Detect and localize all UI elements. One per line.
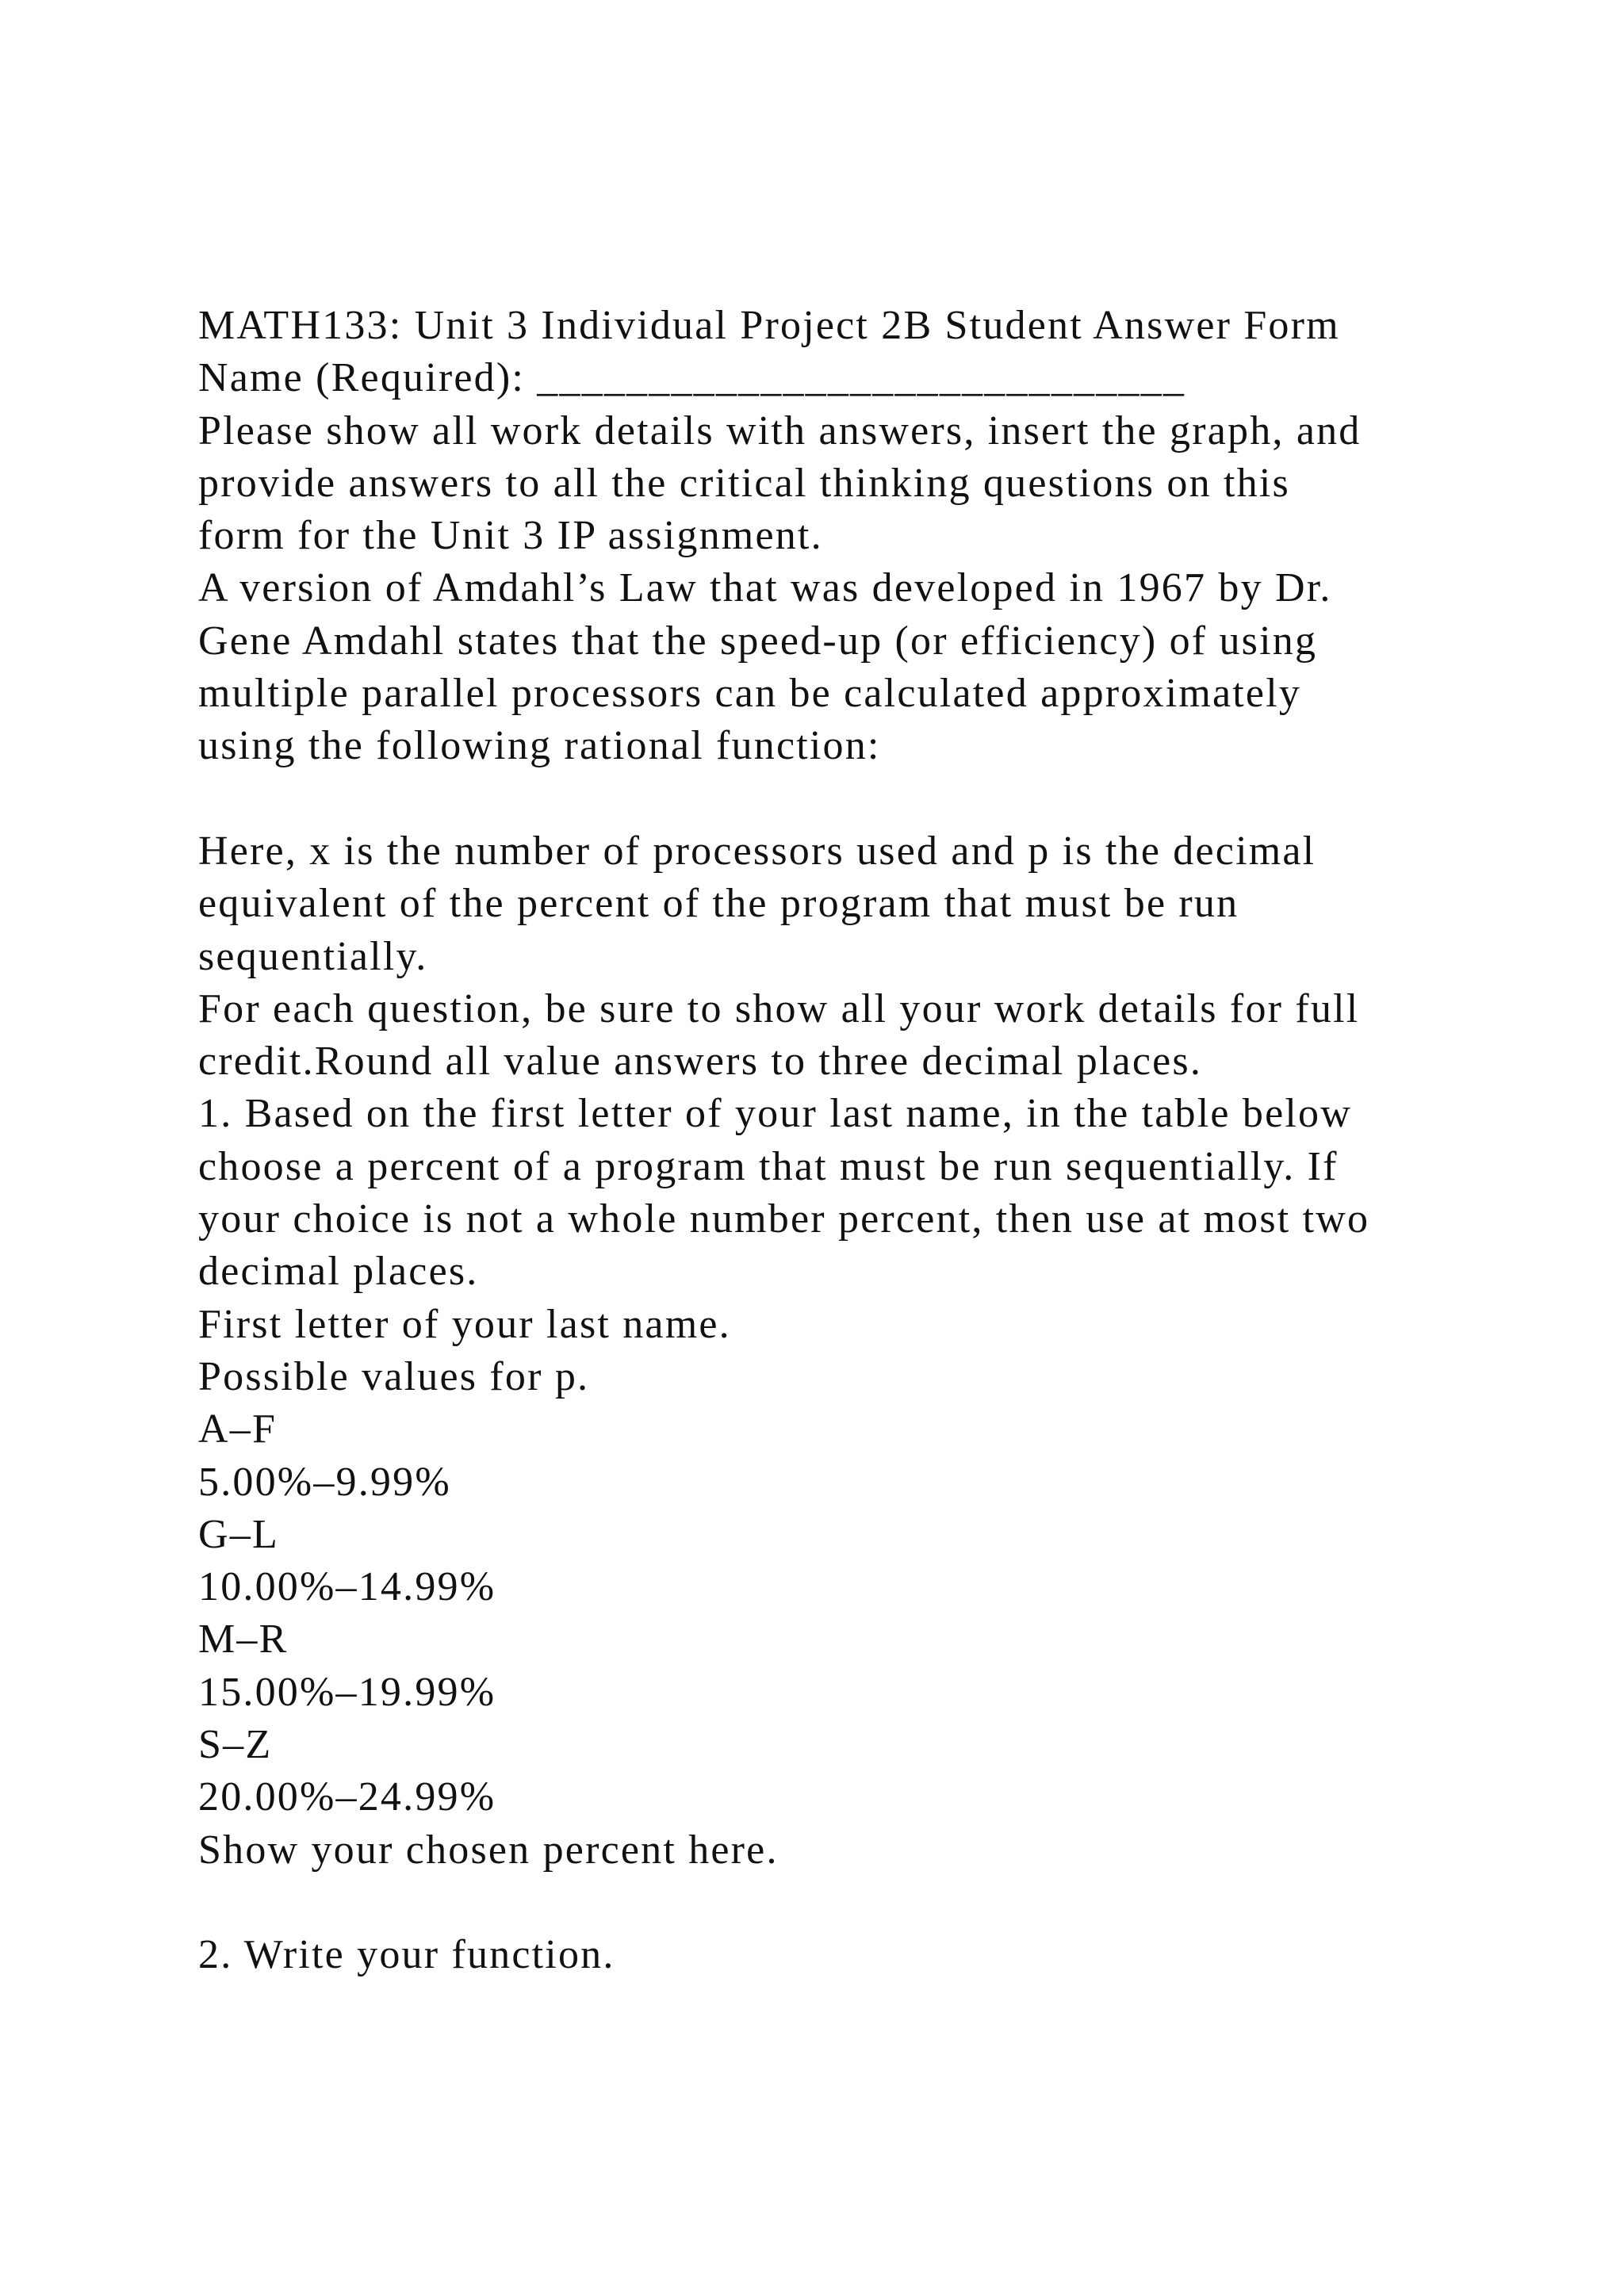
variables-line-2: equivalent of the percent of the program that must be run	[198, 881, 1239, 927]
table-row-1-letters: A–F	[198, 1406, 278, 1452]
document-title: MATH133: Unit 3 Individual Project 2B Student Answer Form	[198, 303, 1340, 348]
chosen-percent-answer-space	[198, 1877, 1507, 1929]
table-header-values: Possible values for p.	[198, 1353, 590, 1399]
table-row-3-letters: M–R	[198, 1617, 289, 1663]
formula-placeholder	[198, 773, 1507, 825]
table-row-4-range: 20.00%–24.99%	[198, 1774, 496, 1820]
instructions-line-1: Please show all work details with answers, insert the graph, and	[198, 408, 1362, 453]
table-row-1-range: 5.00%–9.99%	[198, 1459, 451, 1505]
question-1-line-2: choose a percent of a program that must be run sequentially. If	[198, 1143, 1339, 1189]
question-1-line-4: decimal places.	[198, 1249, 479, 1295]
document-body	[198, 300, 1507, 1982]
variables-line-3: sequentially.	[198, 933, 428, 979]
amdahl-intro-line-3: multiple parallel processors can be calculated approximately	[198, 671, 1302, 717]
question-2-line: 2. Write your function.	[198, 1932, 615, 1978]
amdahl-intro-line-2: Gene Amdahl states that the speed-up (or efficiency) of using	[198, 618, 1318, 664]
table-row-4-letters: S–Z	[198, 1722, 273, 1768]
credit-note-line-2: credit.Round all value answers to three decimal places.	[198, 1039, 1203, 1085]
amdahl-intro-line-1: A version of Amdahl’s Law that was developed in 1967 by Dr.	[198, 565, 1332, 611]
table-header-letter: First letter of your last name.	[198, 1301, 731, 1347]
table-row-3-range: 15.00%–19.99%	[198, 1669, 496, 1715]
instructions-line-2: provide answers to all the critical thinking questions on this	[198, 460, 1290, 506]
instructions-line-3: form for the Unit 3 IP assignment.	[198, 513, 823, 559]
amdahl-intro-line-4: using the following rational function:	[198, 723, 881, 769]
table-row-2-letters: G–L	[198, 1511, 279, 1557]
question-1-line-1: 1. Based on the first letter of your last name, in the table below	[198, 1091, 1352, 1137]
credit-note-line-1: For each question, be sure to show all your work details for full	[198, 985, 1360, 1031]
name-required-line: Name (Required): _____________________________	[198, 355, 1186, 401]
table-row-2-range: 10.00%–14.99%	[198, 1564, 496, 1610]
question-1-line-3: your choice is not a whole number percent, then use at most two	[198, 1196, 1370, 1242]
chosen-percent-prompt: Show your chosen percent here.	[198, 1827, 779, 1873]
variables-line-1: Here, x is the number of processors used and p is the decimal	[198, 828, 1316, 874]
